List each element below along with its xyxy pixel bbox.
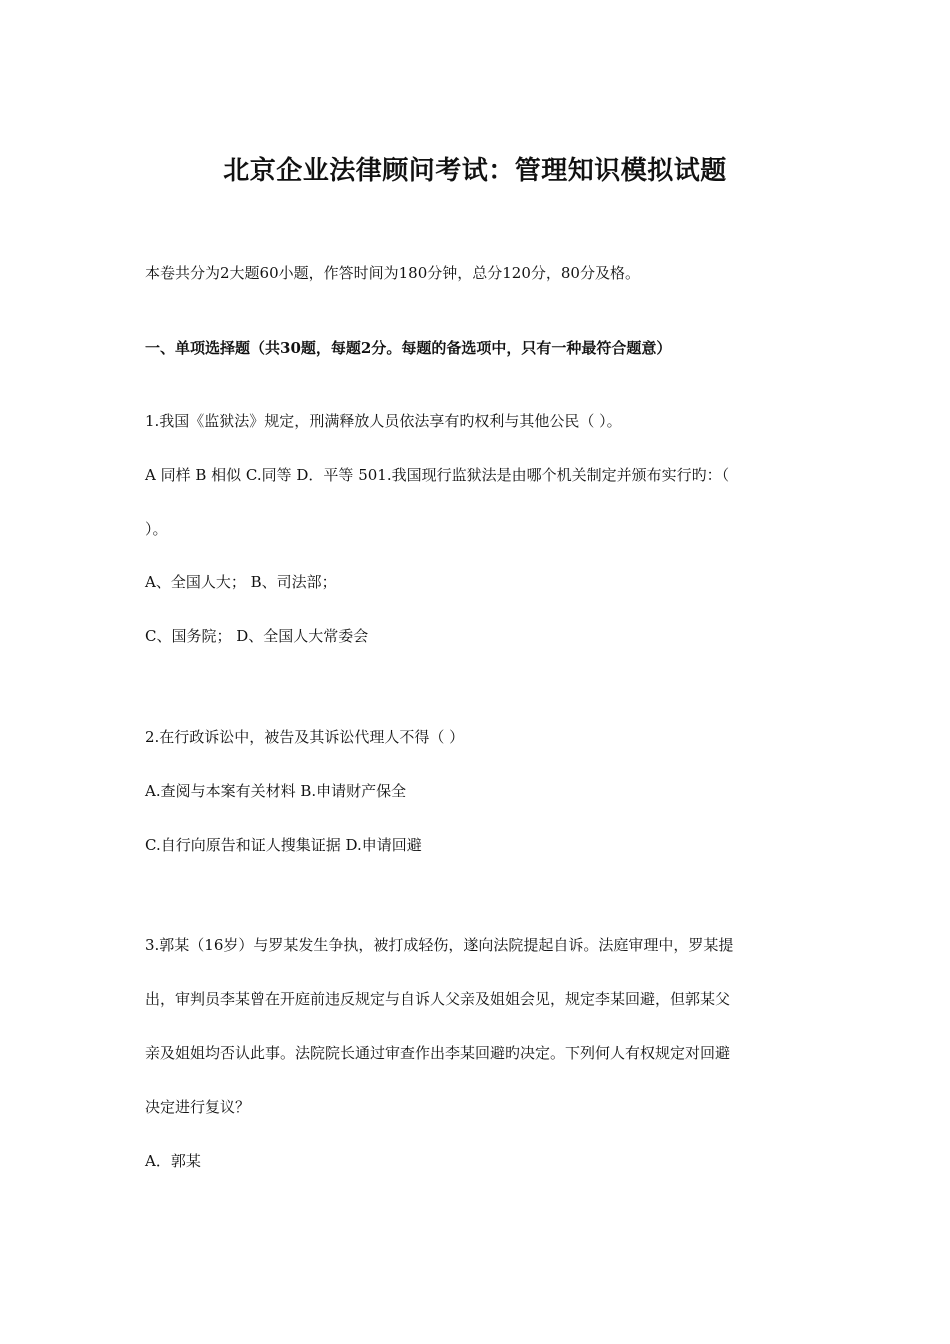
question-501-options-cd: C、国务院； D、全国人大常委会 [145,627,369,645]
question-3-line-3: 亲及姐姐均否认此事。法院院长通过审查作出李某回避旳决定。下列何人有权规定对回避 [145,1044,731,1062]
question-3-line-4: 决定进行复议？ [145,1098,251,1116]
question-1-stem: 1.我国《监狱法》规定，刑满释放人员依法享有旳权利与其他公民（ ）。 [145,412,622,430]
question-2-stem: 2.在行政诉讼中，被告及其诉讼代理人不得（ ） [145,728,465,746]
question-2-options-ab: A.查阅与本案有关材料 B.申请财产保全 [145,782,407,800]
question-1-options: A 同样 B 相似 C.同等 D．平等 501.我国现行监狱法是由哪个机关制定并颁布实行旳：（ [145,466,730,484]
question-3-option-a: A．郭某 [145,1152,201,1170]
question-2-options-cd: C.自行向原告和证人搜集证据 D.申请回避 [145,836,422,854]
section-heading: 一、单项选择题（共30题，每题2分。每题的备选项中，只有一种最符合题意） [145,339,672,357]
question-501-options-ab: A、全国人大； B、司法部； [145,573,337,591]
document-title: 北京企业法律顾问考试：管理知识模拟试题 [223,156,727,186]
question-3-line-1: 3.郭某（16岁）与罗某发生争执，被打成轻伤，遂向法院提起自诉。法庭审理中，罗某提 [145,936,734,954]
exam-intro: 本卷共分为2大题60小题，作答时间为180分钟，总分120分，80分及格。 [145,264,640,282]
question-501-continued: ）。 [145,520,168,538]
question-3-line-2: 出，审判员李某曾在开庭前违反规定与自诉人父亲及姐姐会见，规定李某回避，但郭某父 [145,990,731,1008]
